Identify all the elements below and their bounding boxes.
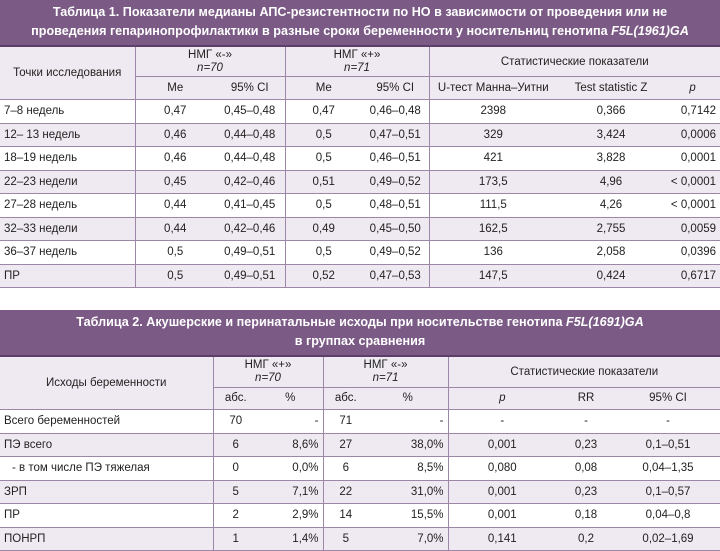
cell-ci1: 0,44–0,48 <box>215 123 285 147</box>
cell-rr: 0,23 <box>556 433 616 457</box>
header-pct2: % <box>368 387 448 409</box>
table-row <box>0 217 720 241</box>
table-2-title-line1-text: Таблица 2. Акушерские и перинатальные исходы при носительстве генотипа <box>76 315 566 329</box>
header-group1-n: n=70 <box>197 61 223 74</box>
table-row <box>0 100 720 124</box>
cell-ci2: 0,49–0,52 <box>362 170 429 194</box>
header-u-test: U-тест Манна–Уитни <box>429 77 557 100</box>
table-row <box>0 147 720 171</box>
table-1-title-line1: Таблица 1. Показатели медианы АПС-резистентности по НО в зависимости от проведения или не <box>52 5 668 19</box>
cell-pct2: - <box>368 410 448 434</box>
header-stats: Статистические показатели <box>448 357 720 387</box>
cell-outcome: Всего беременностей <box>0 410 213 434</box>
cell-ci2: 0,46–0,51 <box>362 147 429 171</box>
header-points: Точки исследования <box>0 47 135 100</box>
table-1-caption <box>0 0 720 47</box>
header-ci2: 95% CI <box>362 77 429 100</box>
cell-me1: 0,44 <box>135 194 215 218</box>
cell-ci2: 0,45–0,50 <box>362 217 429 241</box>
cell-outcome: ПОНРП <box>0 527 213 551</box>
cell-abs1: 1 <box>213 527 258 551</box>
cell-point: 32–33 недели <box>0 217 135 241</box>
header-p: p <box>448 387 556 409</box>
table-row <box>0 504 720 528</box>
cell-test-z: 0,366 <box>557 100 665 124</box>
cell-u-test: 421 <box>429 147 557 171</box>
cell-p: < 0,0001 <box>665 194 720 218</box>
cell-p: - <box>448 410 556 434</box>
cell-rr: 0,18 <box>556 504 616 528</box>
cell-test-z: 0,424 <box>557 264 665 288</box>
header-rr: RR <box>556 387 616 409</box>
cell-ci2: 0,47–0,51 <box>362 123 429 147</box>
cell-outcome: ПР <box>0 504 213 528</box>
cell-pct1: 1,4% <box>258 527 323 551</box>
cell-ci1: 0,49–0,51 <box>215 264 285 288</box>
cell-ci1: 0,42–0,46 <box>215 170 285 194</box>
cell-rr: 0,2 <box>556 527 616 551</box>
cell-abs2: 27 <box>323 433 368 457</box>
cell-p: 0,080 <box>448 457 556 481</box>
cell-point: 27–28 недель <box>0 194 135 218</box>
cell-point: 18–19 недель <box>0 147 135 171</box>
cell-ci: - <box>616 410 720 434</box>
cell-ci: 0,04–0,8 <box>616 504 720 528</box>
cell-ci1: 0,44–0,48 <box>215 147 285 171</box>
cell-u-test: 329 <box>429 123 557 147</box>
cell-rr: 0,23 <box>556 480 616 504</box>
cell-ci: 0,1–0,51 <box>616 433 720 457</box>
cell-test-z: 2,058 <box>557 241 665 265</box>
cell-me1: 0,45 <box>135 170 215 194</box>
cell-me2: 0,52 <box>285 264 362 288</box>
cell-ci1: 0,45–0,48 <box>215 100 285 124</box>
cell-me2: 0,47 <box>285 100 362 124</box>
cell-abs1: 6 <box>213 433 258 457</box>
header-me2: Me <box>285 77 362 100</box>
table-2-title-line2: в группах сравнения <box>294 334 426 348</box>
cell-u-test: 136 <box>429 241 557 265</box>
cell-ci: 0,02–1,69 <box>616 527 720 551</box>
cell-me2: 0,5 <box>285 241 362 265</box>
cell-me1: 0,5 <box>135 264 215 288</box>
cell-p: 0,7142 <box>665 100 720 124</box>
cell-abs1: 2 <box>213 504 258 528</box>
table-2-grid <box>0 357 720 551</box>
cell-p: 0,0059 <box>665 217 720 241</box>
table-row <box>0 480 720 504</box>
table-row <box>0 433 720 457</box>
cell-ci2: 0,48–0,51 <box>362 194 429 218</box>
table-1-title-line2 <box>6 22 714 41</box>
cell-pct1: 2,9% <box>258 504 323 528</box>
header-p: p <box>665 77 720 100</box>
cell-ci: 0,04–1,35 <box>616 457 720 481</box>
header-abs1: абс. <box>213 387 258 409</box>
cell-p: 0,001 <box>448 433 556 457</box>
cell-ci1: 0,49–0,51 <box>215 241 285 265</box>
header-group2-n: n=71 <box>344 61 370 74</box>
cell-me2: 0,51 <box>285 170 362 194</box>
cell-me2: 0,49 <box>285 217 362 241</box>
header-pct1: % <box>258 387 323 409</box>
table-1-grid <box>0 47 720 288</box>
cell-pct2: 7,0% <box>368 527 448 551</box>
table-2-caption <box>0 310 720 357</box>
header-group1-label: НМГ «+» <box>244 358 292 371</box>
cell-u-test: 173,5 <box>429 170 557 194</box>
cell-point: ПР <box>0 264 135 288</box>
cell-ci2: 0,47–0,53 <box>362 264 429 288</box>
cell-ci1: 0,41–0,45 <box>215 194 285 218</box>
cell-me1: 0,46 <box>135 147 215 171</box>
cell-abs1: 70 <box>213 410 258 434</box>
table-2-title-genotype: F5L(1691)GA <box>566 315 644 329</box>
cell-abs2: 5 <box>323 527 368 551</box>
cell-ci: 0,1–0,57 <box>616 480 720 504</box>
header-group2-n: n=71 <box>372 371 399 384</box>
header-abs2: абс. <box>323 387 368 409</box>
cell-u-test: 111,5 <box>429 194 557 218</box>
cell-abs2: 6 <box>323 457 368 481</box>
cell-outcome: - в том числе ПЭ тяжелая <box>0 457 213 481</box>
header-group1 <box>213 357 323 387</box>
cell-point: 36–37 недель <box>0 241 135 265</box>
cell-ci2: 0,49–0,52 <box>362 241 429 265</box>
cell-u-test: 147,5 <box>429 264 557 288</box>
cell-u-test: 162,5 <box>429 217 557 241</box>
header-group1-label: НМГ «-» <box>188 48 232 61</box>
cell-point: 12– 13 недель <box>0 123 135 147</box>
cell-pct2: 31,0% <box>368 480 448 504</box>
cell-pct2: 8,5% <box>368 457 448 481</box>
header-me1: Me <box>135 77 215 100</box>
cell-ci1: 0,42–0,46 <box>215 217 285 241</box>
table-1-title-genotype: F5L(1961)GA <box>611 24 689 38</box>
cell-me2: 0,5 <box>285 194 362 218</box>
cell-me1: 0,5 <box>135 241 215 265</box>
cell-me1: 0,47 <box>135 100 215 124</box>
cell-outcome: ПЭ всего <box>0 433 213 457</box>
cell-p: 0,001 <box>448 480 556 504</box>
cell-p: 0,0006 <box>665 123 720 147</box>
table-row <box>0 123 720 147</box>
header-outcomes: Исходы беременности <box>0 357 213 410</box>
cell-abs2: 14 <box>323 504 368 528</box>
table-2 <box>0 310 720 551</box>
header-test-z: Test statistic Z <box>557 77 665 100</box>
cell-p: 0,001 <box>448 504 556 528</box>
cell-test-z: 4,26 <box>557 194 665 218</box>
table-row <box>0 410 720 434</box>
cell-me1: 0,46 <box>135 123 215 147</box>
cell-rr: 0,08 <box>556 457 616 481</box>
cell-abs2: 71 <box>323 410 368 434</box>
cell-pct1: 8,6% <box>258 433 323 457</box>
header-group1-n: n=70 <box>255 371 281 384</box>
cell-me1: 0,44 <box>135 217 215 241</box>
cell-outcome: ЗРП <box>0 480 213 504</box>
cell-pct2: 38,0% <box>368 433 448 457</box>
cell-p: 0,6717 <box>665 264 720 288</box>
table-row <box>0 527 720 551</box>
cell-test-z: 3,828 <box>557 147 665 171</box>
table-1-title-line2-text: проведения гепаринопрофилактики в разные сроки беременности у носительниц генотипа <box>31 24 612 38</box>
cell-pct1: 0,0% <box>258 457 323 481</box>
cell-point: 7–8 недель <box>0 100 135 124</box>
cell-test-z: 4,96 <box>557 170 665 194</box>
header-group2-label: НМГ «+» <box>333 48 381 61</box>
cell-abs1: 0 <box>213 457 258 481</box>
cell-abs1: 5 <box>213 480 258 504</box>
cell-test-z: 3,424 <box>557 123 665 147</box>
cell-u-test: 2398 <box>429 100 557 124</box>
table-row <box>0 170 720 194</box>
table-row <box>0 264 720 288</box>
cell-pct1: - <box>258 410 323 434</box>
cell-p: 0,141 <box>448 527 556 551</box>
table-row <box>0 194 720 218</box>
cell-ci2: 0,46–0,48 <box>362 100 429 124</box>
header-group2-label: НМГ «-» <box>363 358 408 371</box>
cell-pct1: 7,1% <box>258 480 323 504</box>
header-ci: 95% CI <box>616 387 720 409</box>
table-2-title-line1 <box>6 313 714 332</box>
table-row <box>0 457 720 481</box>
cell-abs2: 22 <box>323 480 368 504</box>
cell-rr: - <box>556 410 616 434</box>
header-group2 <box>323 357 448 387</box>
cell-point: 22–23 недели <box>0 170 135 194</box>
cell-pct2: 15,5% <box>368 504 448 528</box>
cell-me2: 0,5 <box>285 123 362 147</box>
table-row <box>0 241 720 265</box>
cell-me2: 0,5 <box>285 147 362 171</box>
header-group2 <box>285 47 429 77</box>
cell-p: 0,0396 <box>665 241 720 265</box>
header-ci1: 95% CI <box>215 77 285 100</box>
header-stats: Статистические показатели <box>429 47 720 77</box>
cell-p: 0,0001 <box>665 147 720 171</box>
cell-test-z: 2,755 <box>557 217 665 241</box>
cell-p: < 0,0001 <box>665 170 720 194</box>
header-group1 <box>135 47 285 77</box>
